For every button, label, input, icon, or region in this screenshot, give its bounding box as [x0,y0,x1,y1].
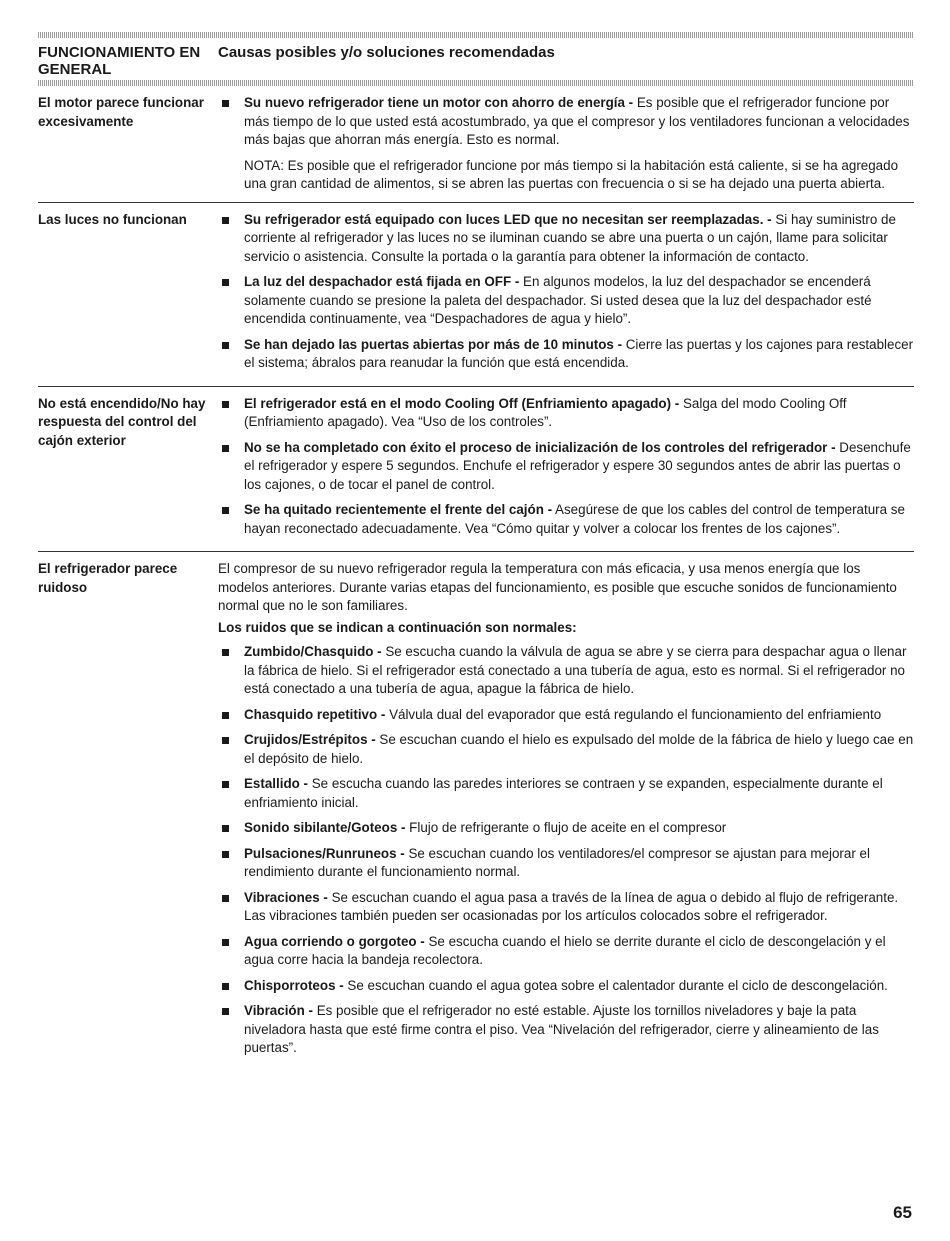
list-item [218,933,914,970]
item-title: Pulsaciones/Runruneos - [244,845,405,861]
item-text: Se escuchan cuando el hielo es expulsado del molde de la fábrica de hielo y luego cae en el depósito de hielo. [244,732,914,766]
item-text: Desenchufe el refrigerador y espere 5 segundos. Enchufe el refrigerador y espere 30 segundos antes de abrir las puertas o los cajones, o de tocar el panel de control. [244,439,911,492]
item-text: Se escuchan cuando el agua pasa a través de la línea de agua o debido al flujo de refrigerante. Las vibraciones también pueden ser ocasionadas por los artículos colocados sobre el refrigerador. [244,889,899,923]
troubleshooting-page [38,32,914,1071]
bullet-icon [218,889,244,926]
list-item [218,643,914,699]
item-title: La luz del despachador está fijada en OFF - [244,274,520,289]
item-text: Cierre las puertas y los cajones para restablecer el sistema; ábralos para reanudar la función que está encendida. [244,336,914,370]
intro-paragraph: El compresor de su nuevo refrigerador regula la temperatura con más eficacia, y usa menos energía que los modelos anteriores. Durante varias etapas del funcionamiento, es posible que escuche sonidos de funcionamiento normal que no le son familiares. [218,561,897,613]
bullet-icon [218,977,244,996]
list-item [218,395,914,432]
list-item [218,706,914,725]
bullet-icon [218,395,244,432]
item-text: Se escuchan cuando los ventiladores/el compresor se ajustan para mejorar el rendimiento durante el funcionamiento normal. [244,845,870,879]
item-text: Se escucha cuando el hielo se derrite durante el ciclo de descongelación y el agua corre hacia la bandeja recolectora. [244,933,886,967]
problem-label: Las luces no funcionan [38,211,187,227]
item-title: Vibraciones - [244,889,328,905]
note-text: NOTA: Es posible que el refrigerador funcione por más tiempo si la habitación está caliente, si se ha agregado una gran cantidad de alimentos, si se abren las puertas con frecuencia o si se ha dejado una puerta abierta. [244,157,899,191]
table-row [38,551,914,1071]
problem-label: El motor parece funcionar excesivamente [38,95,204,129]
solutions [218,211,914,380]
bullet-icon [218,775,244,812]
list-item [218,336,914,373]
bullet-icon [218,94,244,150]
item-title: Chisporroteos - [244,977,344,993]
item-text: Salga del modo Cooling Off (Enfriamiento apagado). Vea “Uso de los controles”. [244,395,847,429]
item-text: Es posible que el refrigerador no esté estable. Ajuste los tornillos niveladores y baje la pata niveladora hasta que esté firme contra el piso. Vea “Nivelación del refrigerador, cierre y alineamiento de las puertas”. [244,1003,879,1055]
header-problem-column: FUNCIONAMIENTO EN GENERAL [38,44,201,78]
problem-label: No está encendido/No hay respuesta del control del cajón exterior [38,395,206,448]
list-item [218,94,914,150]
page-number: 65 [893,1203,912,1222]
list-item [218,501,914,538]
item-title: Su nuevo refrigerador tiene un motor con ahorro de energía - [244,95,634,110]
bullet-icon [218,819,244,838]
item-text: Válvula dual del evaporador que está regulando el funcionamiento del enfriamiento [385,706,882,722]
list-item [218,1002,914,1058]
problem-label: El refrigerador parece ruidoso [38,561,178,595]
item-title: Crujidos/Estrépitos - [244,732,376,747]
item-title: Sonido sibilante/Goteos - [244,820,406,835]
item-title: Vibración - [244,1003,313,1018]
table-row [38,86,914,202]
table-header [38,44,914,78]
item-title: El refrigerador está en el modo Cooling Off (Enfriamiento apagado) - [244,395,680,411]
list-item [218,819,914,838]
item-title: Agua corriendo o gorgoteo - [244,933,425,949]
solutions [218,560,914,1065]
item-text: Asegúrese de que los cables del control de temperatura se hayan reconectado adecuadamente. Vea “Cómo quitar y volver a colocar los frentes de los cajones”. [244,502,905,536]
list-item [218,845,914,882]
bullet-icon [218,439,244,495]
item-text: Se escuchan cuando el agua gotea sobre el calentador durante el ciclo de descongelación. [343,977,888,993]
bullet-icon [218,501,244,538]
solutions [218,395,914,546]
bullet-icon [218,211,244,267]
item-text: Flujo de refrigerante o flujo de aceite en el compresor [405,820,727,835]
solutions [218,94,914,196]
item-title: Se ha quitado recientemente el frente del cajón - [244,502,553,517]
bullet-icon [218,273,244,329]
list-item [218,889,914,926]
item-text: En algunos modelos, la luz del despachador se encenderá solamente cuando se presione la paleta del despachador. Si usted desea que la luz del despachador esté encendida continuamente, vea “Despachadores de agua y hielo”. [244,274,872,326]
bullet-icon [218,1002,244,1058]
header-top-rule [38,32,914,38]
item-text: Se escucha cuando la válvula de agua se abre y se cierra para despachar agua o llenar la fábrica de hielo. Si el refrigerador está conectado a una tubería de agua, esto es normal. Si el refrigerador no está conectado a una tubería de agua, apague la fábrica de hielo. [244,644,907,696]
header-solution-column: Causas posibles y/o soluciones recomendadas [218,44,555,61]
list-item [218,731,914,768]
item-title: Estallido - [244,776,308,791]
bullet-icon [218,933,244,970]
list-item [218,977,914,996]
table-row [38,386,914,552]
item-title: No se ha completado con éxito el proceso de inicialización de los controles del refrigerador - [244,439,836,455]
noises-subheading: Los ruidos que se indican a continuación son normales: [218,619,577,635]
item-text: Si hay suministro de corriente al refrigerador y las luces no se iluminan cuando se abre una puerta o un cajón, llame para solicitar servicio o asistencia. Consulte la portada o la garantía para obtener la información de contacto. [244,211,896,264]
bullet-icon [218,643,244,699]
item-text: Se escucha cuando las paredes interiores se contraen y se expanden, especialmente durante el enfriamiento inicial. [244,776,883,810]
list-item [218,439,914,495]
bullet-icon [218,336,244,373]
item-title: Su refrigerador está equipado con luces LED que no necesitan ser reemplazadas. - [244,211,772,227]
item-title: Chasquido repetitivo - [244,706,386,722]
bullet-icon [218,845,244,882]
list-item [218,273,914,329]
bullet-icon [218,706,244,725]
list-item [218,775,914,812]
item-text: Es posible que el refrigerador funcione por más tiempo de lo que usted está acostumbrado, ya que el compresor y los ventiladores funcionan a velocidades más bajas que ahorran más energía. Esto es normal. [244,95,910,147]
item-title: Zumbido/Chasquido - [244,644,382,659]
table-row [38,202,914,386]
bullet-icon [218,731,244,768]
list-item [218,211,914,267]
item-title: Se han dejado las puertas abiertas por más de 10 minutos - [244,336,623,352]
